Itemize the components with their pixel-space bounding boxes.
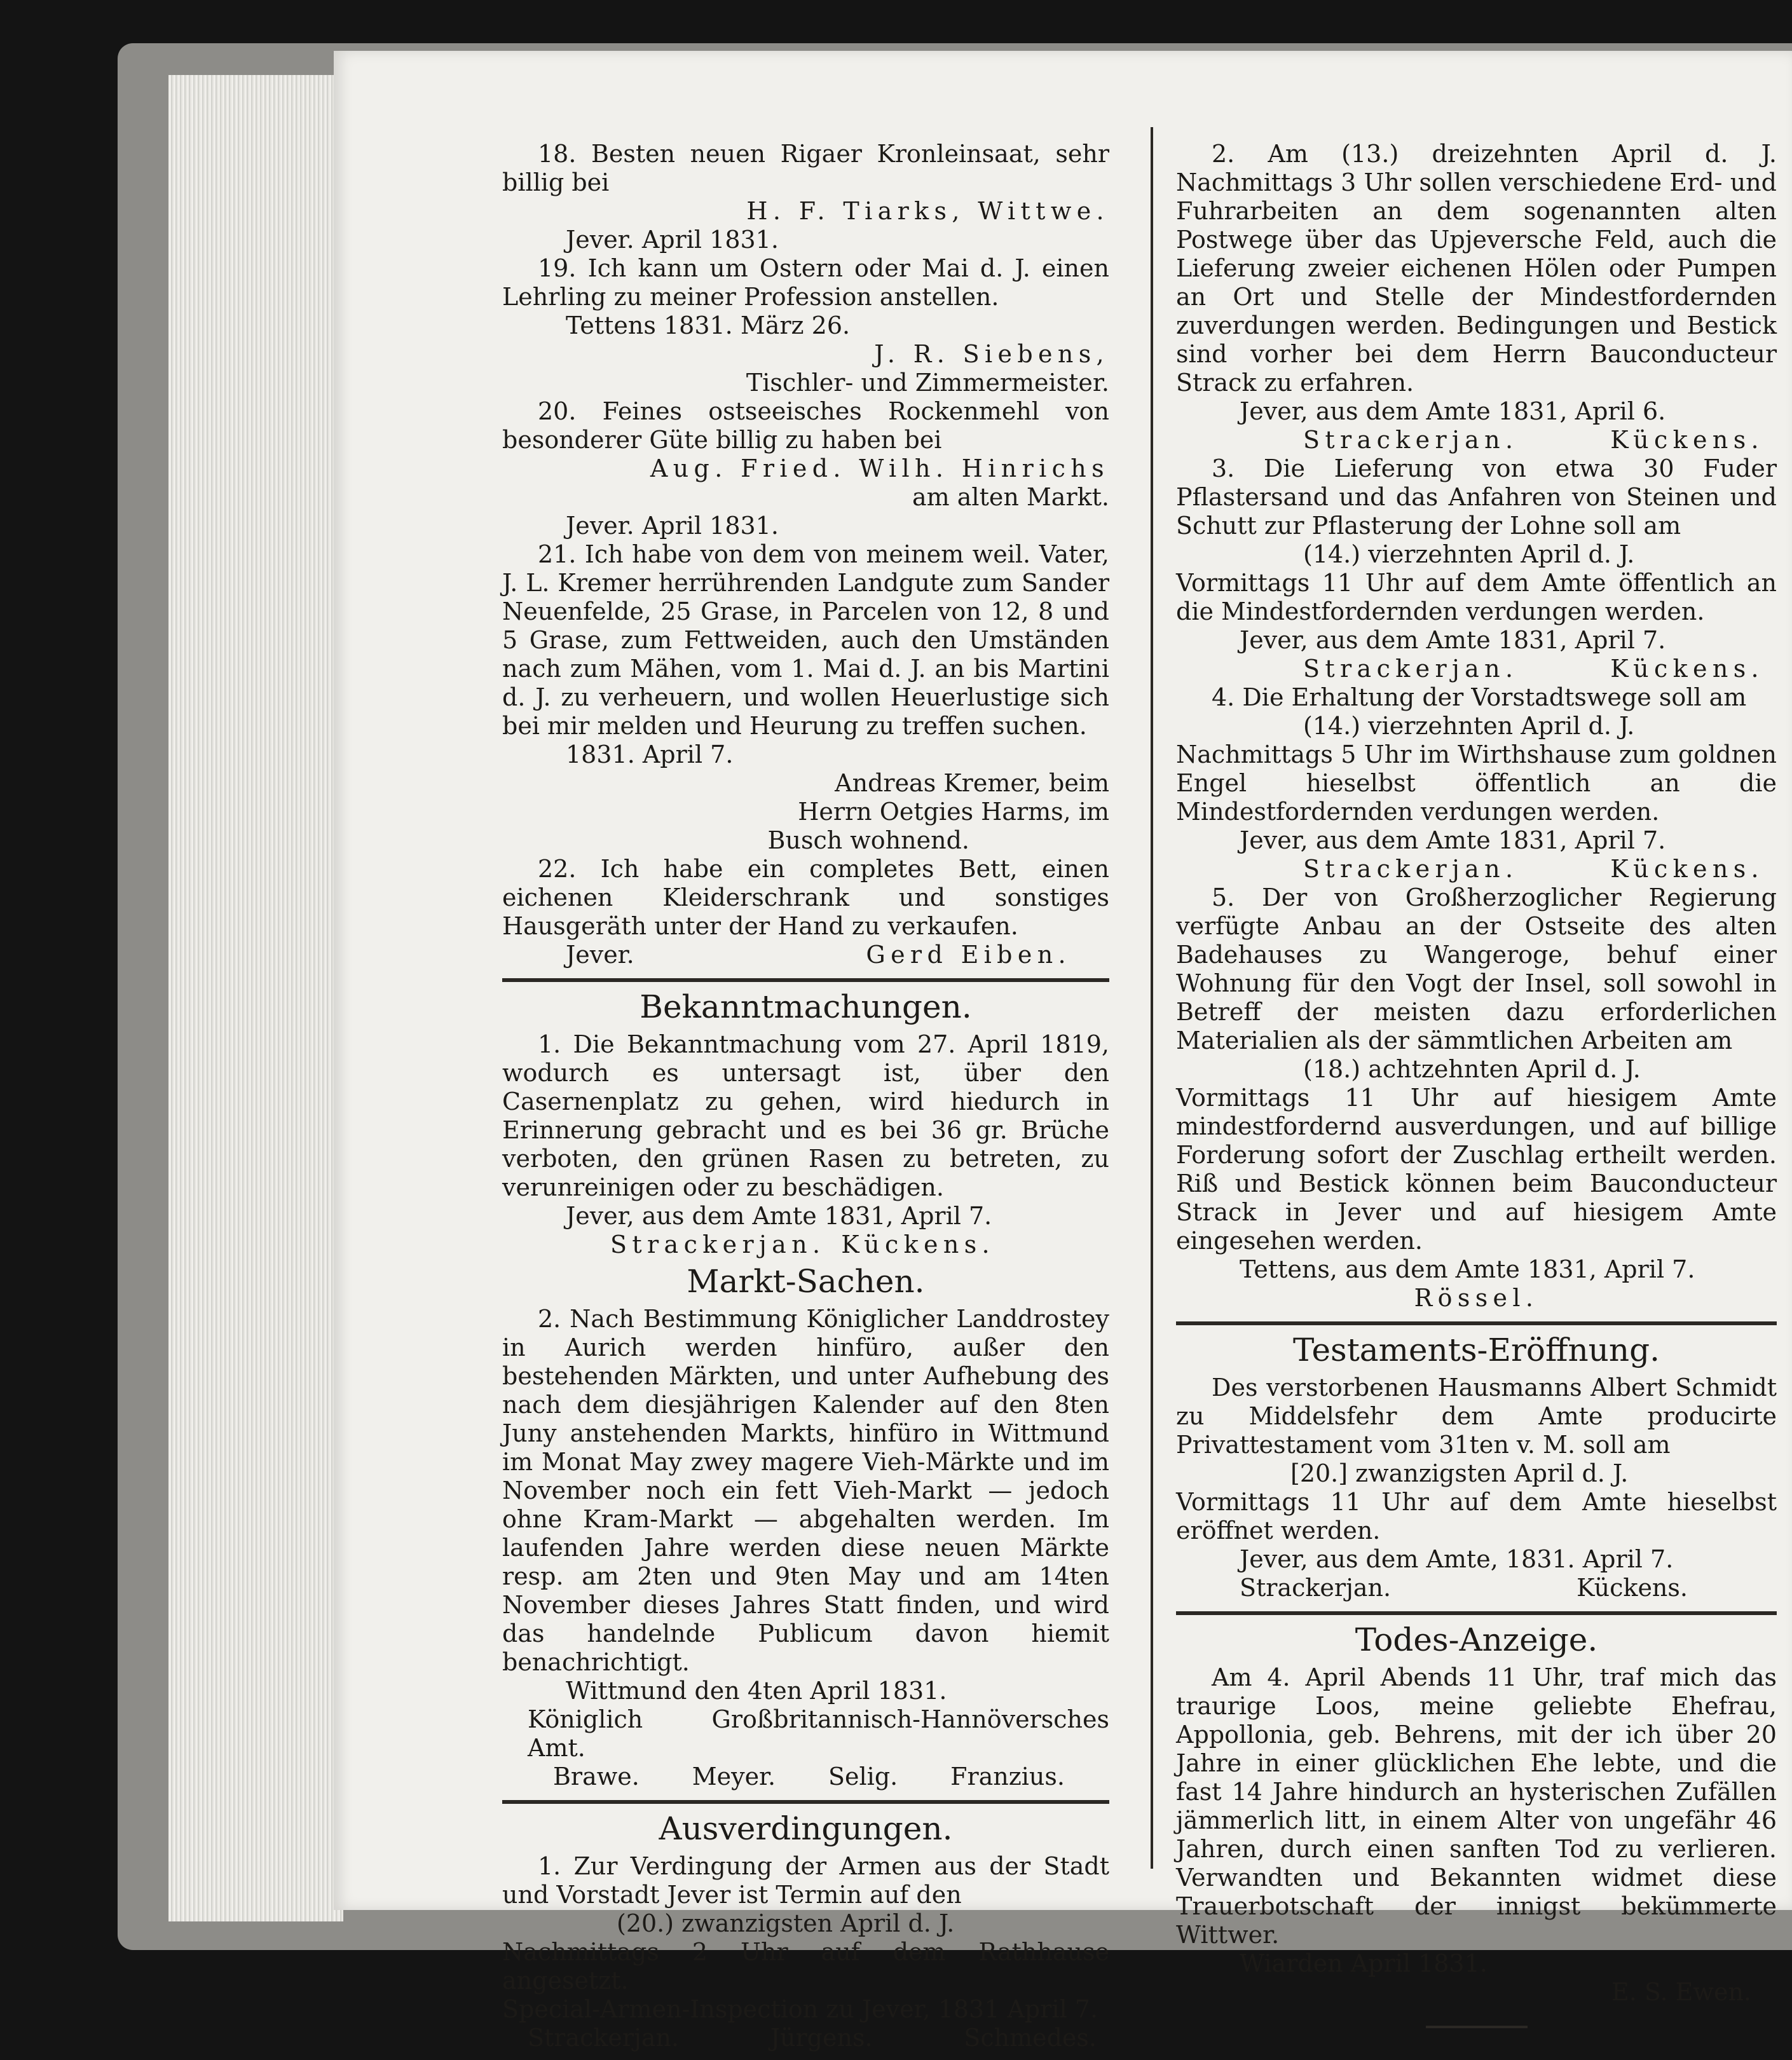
todes-place-date: Wiarden April 1831.	[1240, 1949, 1488, 1977]
signature-selig: Selig.	[828, 1763, 898, 1791]
notice-5-text-2: Vormittags 11 Uhr auf hiesigem Amte mindestfordernd ausverdungen, und auf billige Forderung sofort der Zuschlag ertheilt werden. Riß und Bestick können beim Bauconducteur Strack in Jever und auf hiesigem Amte eingesehen werden.	[1176, 1084, 1777, 1255]
notice-5-place-date: Tettens, aus dem Amte 1831, April 7.	[1240, 1255, 1695, 1283]
section-rule	[502, 978, 1109, 982]
bekanntmachungen-text: 1. Die Bekanntmachung vom 27. April 1819, wodurch es untersagt ist, über den Casernenplatz zu gehen, wird hiedurch in Erinnerung gebracht und es bei 36 gr. Brüche verboten, den grünen Rasen zu betreten, zu verunreinigen oder zu beschädigen.	[502, 1030, 1109, 1201]
section-rule	[1176, 1611, 1777, 1615]
bekanntmachungen-signatures	[502, 1231, 1109, 1259]
ad-19-text: 19. Ich kann um Ostern oder Mai d. J. einen Lehrling zu meiner Profession anstellen.	[502, 254, 1109, 311]
notice-3-text-2: Vormittags 11 Uhr auf dem Amte öffentlich an die Mindestfordernden verdungen werden.	[1176, 569, 1777, 625]
ad-19-signature-sub: Tischler- und Zimmermeister.	[746, 369, 1109, 397]
ausverdingungen-text: 1. Zur Verdingung der Armen aus der Stadt und Vorstadt Jever ist Termin auf den	[502, 1852, 1109, 1909]
notice-3-place-date: Jever, aus dem Amte 1831, April 7.	[1240, 626, 1666, 654]
newspaper-page	[334, 51, 1792, 2052]
signature-kueckens: Kückens.	[841, 1231, 995, 1259]
left-column	[502, 140, 1109, 2052]
section-rule	[502, 1800, 1109, 1804]
notice-3-signatures	[1176, 655, 1777, 683]
notice-5-text: 5. Der von Großherzoglicher Regierung verfügte Anbau an der Ostseite des alten Badehauses zu Wangeroge, behuf einer Wohnung für den Vogt der Insel, soll sowohl in Betreff der meisten dazu erforderlichen Materialien als der sämmtlichen Arbeiten am	[1176, 883, 1777, 1054]
ad-20-signature: Aug. Fried. Wilh. Hinrichs	[650, 454, 1109, 482]
signature-kueckens: Kückens.	[1610, 426, 1764, 454]
signature-strackerjan: Strackerjan.	[1303, 426, 1519, 454]
ad-21-date: 1831. April 7.	[566, 740, 734, 768]
markt-sachen-section	[502, 1262, 1109, 1791]
ad-21-signature-3: Busch wohnend.	[767, 826, 969, 854]
ad-19-signature: J. R. Siebens,	[874, 340, 1109, 368]
notice-2-place-date: Jever, aus dem Amte 1831, April 6.	[1240, 397, 1666, 425]
ad-19-place-date: Tettens 1831. März 26.	[566, 311, 851, 339]
todes-text: Am 4. April Abends 11 Uhr, traf mich das traurige Loos, meine geliebte Ehefrau, Appollonia, geb. Behrens, mit der ich über 20 Jahre in einer glücklichen Ehe lebte, und die fast 14 Jahre hindurch an hysterischen Zufällen jämmerlich litt, in einem Alter von ungefähr 46 Jahren, durch einen sanften Tod zu verlieren. Verwandten und Bekannten widmet diese Trauerbotschaft der innigst bekümmerte Wittwer.	[1176, 1663, 1777, 1949]
todes-section	[1176, 1620, 1777, 2028]
right-column	[1176, 140, 1777, 2028]
markt-sachen-heading: Markt-Sachen.	[687, 1263, 925, 1300]
signature-kueckens: Kückens.	[1610, 655, 1764, 683]
notice-5-date-line: (18.) achtzehnten April d. J.	[1303, 1055, 1641, 1083]
ad-18-text: 18. Besten neuen Rigaer Kronleinsaat, sehr billig bei	[502, 140, 1109, 196]
notice-2	[1176, 140, 1777, 454]
signature-juergens: Jürgens.	[770, 2024, 873, 2052]
markt-sachen-signatures	[502, 1763, 1109, 1791]
bekanntmachungen-heading: Bekanntmachungen.	[640, 988, 972, 1025]
markt-sachen-place-date: Wittmund den 4ten April 1831.	[566, 1677, 947, 1705]
signature-strackerjan: Strackerjan.	[1240, 1574, 1392, 1602]
markt-sachen-text: 2. Nach Bestimmung Königlicher Landdrostey in Aurich werden hinfüro, außer den bestehenden Märkten, und unter Aufhebung des nach dem diesjährigen Kalender auf den 8ten Juny anstehenden Markts, hinfüro in Wittmund im Monat May zwey magere Vieh-Märkte und im November noch ein fett Vieh-Markt — jedoch ohne Kram-Markt — abgehalten werden. Im laufenden Jahre werden diese neuen Märkte resp. am 2ten und 9ten May und am 14ten November dieses Jahres Statt finden, und wird das handelnde Publicum davon hiemit benachrichtigt.	[502, 1305, 1109, 1676]
bekanntmachungen-place-date: Jever, aus dem Amte 1831, April 7.	[566, 1202, 992, 1230]
notice-5-signature: Rössel.	[1414, 1284, 1539, 1312]
notice-4-signatures	[1176, 855, 1777, 883]
section-rule	[1176, 1321, 1777, 1325]
ad-18	[502, 140, 1109, 254]
ad-22-place: Jever.	[566, 941, 634, 969]
signature-kueckens: Kückens.	[1610, 855, 1764, 883]
ausverdingungen-date-line: (20.) zwanzigsten April d. J.	[617, 1909, 955, 1937]
ausverdingungen-heading: Ausverdingungen.	[659, 1810, 953, 1847]
page-edges	[168, 75, 343, 1921]
testaments-heading: Testaments-Eröffnung.	[1292, 1332, 1660, 1368]
todes-signature: E. S. Ewen.	[1611, 1978, 1751, 2006]
bekanntmachungen-section	[502, 987, 1109, 1259]
signature-brawe: Brawe.	[553, 1763, 640, 1791]
signature-kueckens: Kückens.	[1577, 1574, 1688, 1602]
testaments-section	[1176, 1330, 1777, 1602]
ad-22-text: 22. Ich habe ein completes Bett, einen eichenen Kleiderschrank und sonstiges Hausgeräth unter der Hand zu verkaufen.	[502, 855, 1109, 940]
ad-18-signature: H. F. Tiarks, Wittwe.	[746, 197, 1109, 225]
ausverdingungen-time-line: Nachmittags 2 Uhr auf dem Rathhause angesetzt.	[502, 1938, 1109, 1995]
signature-strackerjan: Strackerjan.	[1303, 655, 1519, 683]
ad-20-place-date: Jever. April 1831.	[566, 512, 779, 540]
ad-18-place-date: Jever. April 1831.	[566, 226, 779, 254]
notice-2-text: 2. Am (13.) dreizehnten April d. J. Nachmittags 3 Uhr sollen verschiedene Erd- und Fuhrarbeiten an dem sogenannten alten Postwege über das Upjeversche Feld, auch die Lieferung zweier eichenen Hölen oder Pumpen an Ort und Stelle der Mindestfordernden zuverdungen werden. Bedingungen und Bestick sind vorher bei dem Herrn Bauconducteur Strack zu erfahren.	[1176, 140, 1777, 397]
notice-4-date-line: (14.) vierzehnten April d. J.	[1303, 712, 1635, 740]
ad-20	[502, 397, 1109, 540]
signature-meyer: Meyer.	[692, 1763, 776, 1791]
todes-heading: Todes-Anzeige.	[1355, 1621, 1598, 1658]
testaments-text: Des verstorbenen Hausmanns Albert Schmidt zu Middelsfehr dem Amte producirte Privattestament vom 31ten v. M. soll am	[1176, 1374, 1777, 1459]
closing-rule	[1426, 2026, 1528, 2028]
signature-schmedes: Schmedes.	[964, 2024, 1097, 2052]
signature-strackerjan: Strackerjan.	[1303, 855, 1519, 883]
ausverdingungen-signatures	[502, 2024, 1109, 2052]
notice-4	[1176, 683, 1777, 883]
notice-4-text: 4. Die Erhaltung der Vorstadtswege soll am	[1212, 683, 1747, 711]
signature-strackerjan: Strackerjan.	[528, 2024, 680, 2052]
ausverdingungen-place-date: Special-Armen-Inspection zu Jever, 1831 April 7.	[502, 1995, 1098, 2023]
ad-21-signature-1: Andreas Kremer, beim	[835, 769, 1109, 797]
notice-3-text: 3. Die Lieferung von etwa 30 Fuder Pflastersand und das Anfahren von Steinen und Schutt zur Pflasterung der Lohne soll am	[1176, 454, 1777, 540]
notice-3	[1176, 454, 1777, 683]
notice-4-place-date: Jever, aus dem Amte 1831, April 7.	[1240, 826, 1666, 854]
column-divider	[1151, 127, 1153, 1869]
ad-22-footer	[502, 941, 1109, 969]
ad-21-signature-2: Herrn Oetgies Harms, im	[798, 798, 1109, 826]
ad-21-text: 21. Ich habe von dem von meinem weil. Vater, J. L. Kremer herrührenden Landgute zum Sander Neuenfelde, 25 Grase, in Parcelen von 12, 8 und 5 Grase, zum Fettweiden, auch den Umständen nach zum Mähen, vom 1. Mai d. J. an bis Martini d. J. zu verheuern, und wollen Heuerlustige sich bei mir melden und Heurung zu treffen suchen.	[502, 540, 1109, 740]
testaments-date-line: [20.] zwanzigsten April d. J.	[1290, 1459, 1629, 1487]
notice-2-signatures	[1176, 426, 1777, 454]
signature-franzius: Franzius.	[950, 1763, 1065, 1791]
ad-19	[502, 254, 1109, 397]
ad-21	[502, 540, 1109, 855]
ausverdingungen-section	[502, 1809, 1109, 2052]
notice-3-date-line: (14.) vierzehnten April d. J.	[1303, 540, 1635, 568]
testaments-signatures	[1176, 1574, 1777, 1602]
ad-20-signature-sub: am alten Markt.	[912, 483, 1109, 511]
testaments-text-2: Vormittags 11 Uhr auf dem Amte hieselbst eröffnet werden.	[1176, 1488, 1777, 1545]
markt-sachen-authority: Königlich Großbritannisch-Hannöversches Amt.	[528, 1705, 1109, 1762]
ad-22	[502, 855, 1109, 969]
notice-4-text-2: Nachmittags 5 Uhr im Wirthshause zum goldnen Engel hieselbst öffentlich an die Mindestfordernden verdungen werden.	[1176, 740, 1777, 826]
testaments-place-date: Jever, aus dem Amte, 1831. April 7.	[1240, 1545, 1674, 1573]
notice-5	[1176, 883, 1777, 1313]
signature-strackerjan: Strackerjan.	[610, 1231, 826, 1259]
ad-20-text: 20. Feines ostseeisches Rockenmehl von besonderer Güte billig zu haben bei	[502, 397, 1109, 454]
ad-22-signature: Gerd Eiben.	[866, 941, 1071, 969]
